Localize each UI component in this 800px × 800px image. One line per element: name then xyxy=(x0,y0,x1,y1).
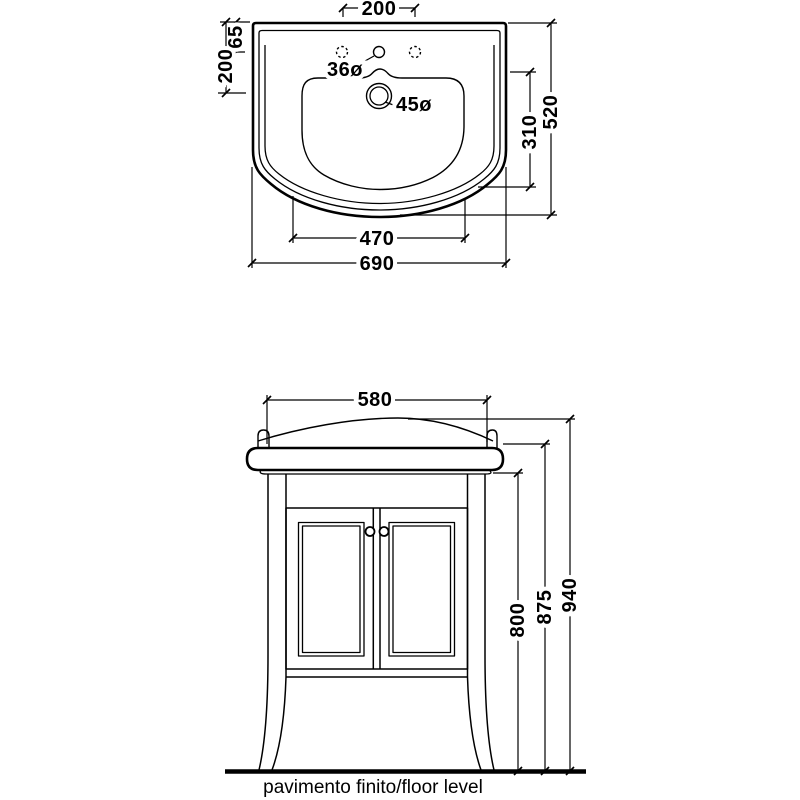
dimension-basin-depth xyxy=(478,68,541,191)
left-door-panel-inner xyxy=(303,526,361,653)
dim-label-overall-width: 690 xyxy=(359,253,395,275)
tap-hole-center xyxy=(374,47,385,58)
label-drain-diameter: 45ø xyxy=(396,94,432,116)
basin-back-edge-curve xyxy=(258,418,493,441)
sink-outer-contour xyxy=(253,23,506,217)
dim-label-overall-height: 940 xyxy=(559,577,581,613)
right-door-panel-inner xyxy=(393,526,451,653)
left-leg-inner xyxy=(272,474,286,770)
washbasin-top-view xyxy=(215,0,562,275)
dim-label-basin-depth: 310 xyxy=(519,114,541,150)
tap-hole-optional-left xyxy=(337,47,348,58)
right-leg-inner xyxy=(468,474,482,770)
right-door-knob xyxy=(380,527,389,536)
dim-label-ledge-depth: 65 xyxy=(225,25,247,49)
dim-label-cabinet-width: 580 xyxy=(357,389,393,411)
dimension-cabinet-width xyxy=(263,389,491,444)
right-door-panel-outer xyxy=(389,523,455,657)
basin-inner-outline xyxy=(302,69,464,190)
left-door-panel-outer xyxy=(299,523,365,657)
door-opening-frame xyxy=(286,508,468,669)
dimension-cabinet-height xyxy=(493,469,529,775)
left-leg-outer xyxy=(259,474,268,770)
countertop-slab xyxy=(247,448,503,470)
cabinet-front-view xyxy=(225,389,586,798)
dim-label-overall-depth: 520 xyxy=(540,94,562,130)
dim-label-hole-spacing: 200 xyxy=(361,0,397,20)
left-door-knob xyxy=(366,527,375,536)
floor-level-label: pavimento finito/floor level xyxy=(263,777,483,798)
label-tap-hole-diameter: 36ø xyxy=(327,59,363,81)
dim-label-cabinet-height: 800 xyxy=(507,602,529,638)
dim-label-counter-height: 875 xyxy=(534,589,556,625)
dim-label-basin-width: 470 xyxy=(359,228,395,250)
dimension-overall-width xyxy=(248,167,510,275)
dim-label-drain-setback: 200 xyxy=(215,48,237,84)
dimension-hole-spacing xyxy=(339,0,419,20)
right-leg-outer xyxy=(485,474,494,770)
tap-hole-optional-right xyxy=(410,47,421,58)
